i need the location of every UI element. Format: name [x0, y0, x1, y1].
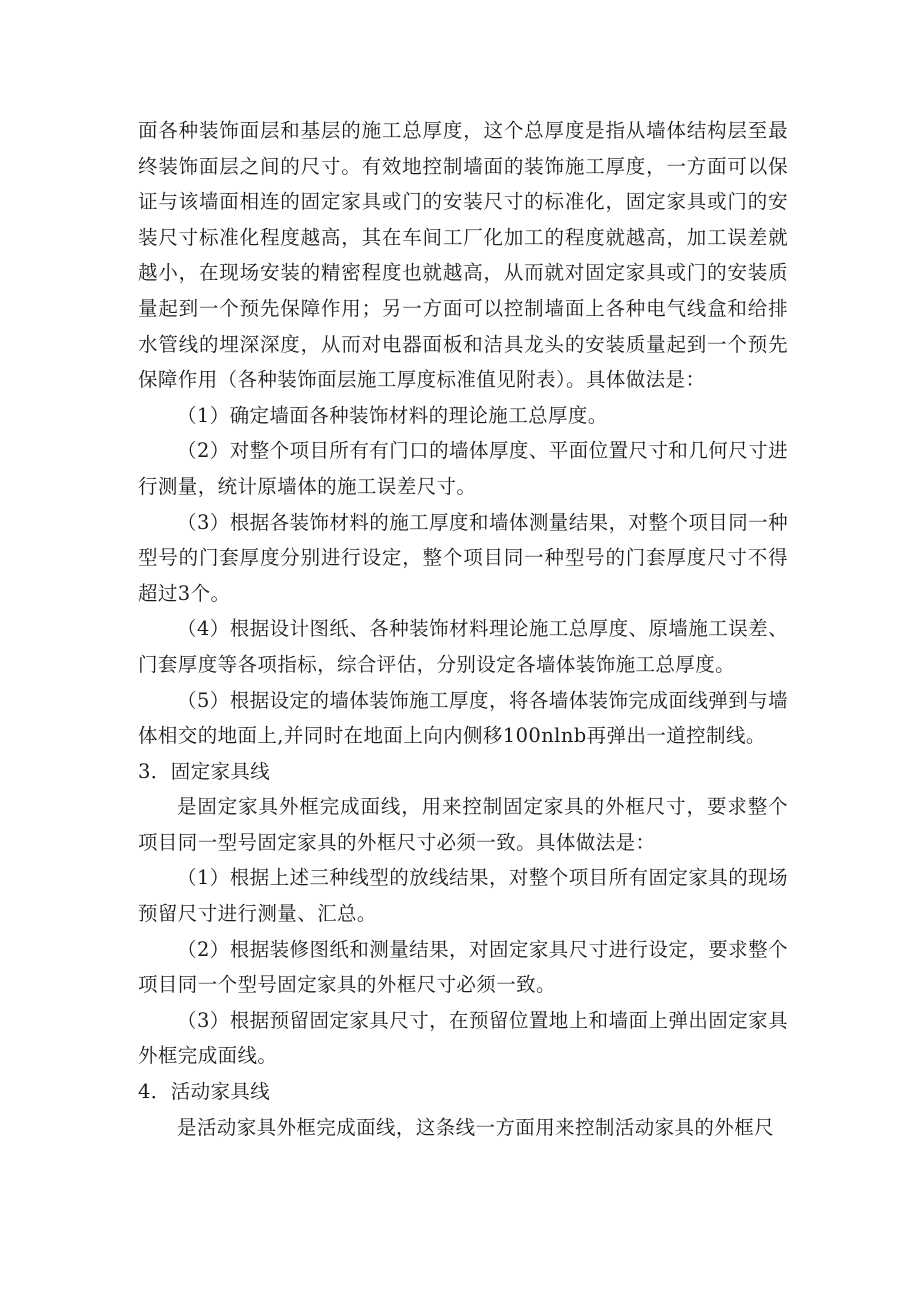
- paragraph-step-4: （4）根据设计图纸、各种装饰材料理论施工总厚度、原墙施工误差、门套厚度等各项指标，综合评估，分别设定各墙体装饰施工总厚度。: [138, 617, 788, 676]
- paragraph-movable-furniture-intro: 是活动家具外框完成面线，这条线一方面用来控制活动家具的外框尺: [177, 1115, 775, 1139]
- paragraph-fixed-furniture-intro: 是固定家具外框完成面线，用来控制固定家具的外框尺寸，要求整个项目同一型号固定家具的外框尺寸必须一致。具体做法是：: [138, 795, 788, 854]
- paragraph-intro: 面各种装饰面层和基层的施工总厚度，这个总厚度是指从墙体结构层至最终装饰面层之间的尺寸。有效地控制墙面的装饰施工厚度，一方面可以保证与该墙面相连的固定家具或门的安装尺寸的标准化，固定家具或门的安装尺寸标准化程度越高，其在车间工厂化加工的程度就越高，加工误差就越小，在现场安装的精密程度也就越高，从而就对固定家具或门的安装质量起到一个预先保障作用；另一方面可以控制墙面上各种电气线盒和给排水管线的埋深深度，从而对电器面板和洁具龙头的安装质量起到一个预先保障作用（各种装饰面层施工厚度标准值见附表）。具体做法是：: [138, 119, 788, 392]
- paragraph-fixed-step-3: （3）根据预留固定家具尺寸，在预留位置地上和墙面上弹出固定家具外框完成面线。: [138, 1008, 788, 1068]
- paragraph-step-1: （1）确定墙面各种装饰材料的理论施工总厚度。: [177, 403, 608, 427]
- section-heading-fixed-furniture: 3．固定家具线: [138, 759, 271, 783]
- paragraph-step-5: （5）根据设定的墙体装饰施工厚度，将各墙体装饰完成面线弹到与墙体相交的地面上,并同时在地面上向内侧移100nlnb再弹出一道控制线。: [138, 688, 788, 748]
- paragraph-step-2: （2）对整个项目所有有门口的墙体厚度、平面位置尺寸和几何尺寸进行测量，统计原墙体的施工误差尺寸。: [138, 439, 788, 498]
- section-heading-movable-furniture: 4．活动家具线: [138, 1080, 271, 1104]
- paragraph-step-3: （3）根据各装饰材料的施工厚度和墙体测量结果，对整个项目同一种型号的门套厚度分别进行设定，整个项目同一种型号的门套厚度尺寸不得超过3个。: [138, 510, 788, 605]
- document-body: [138, 113, 788, 1145]
- paragraph-fixed-step-1: （1）根据上述三种线型的放线结果，对整个项目所有固定家具的现场预留尺寸进行测量、汇总。: [138, 866, 788, 926]
- paragraph-fixed-step-2: （2）根据装修图纸和测量结果，对固定家具尺寸进行设定，要求整个项目同一个型号固定家具的外框尺寸必须一致。: [138, 937, 788, 997]
